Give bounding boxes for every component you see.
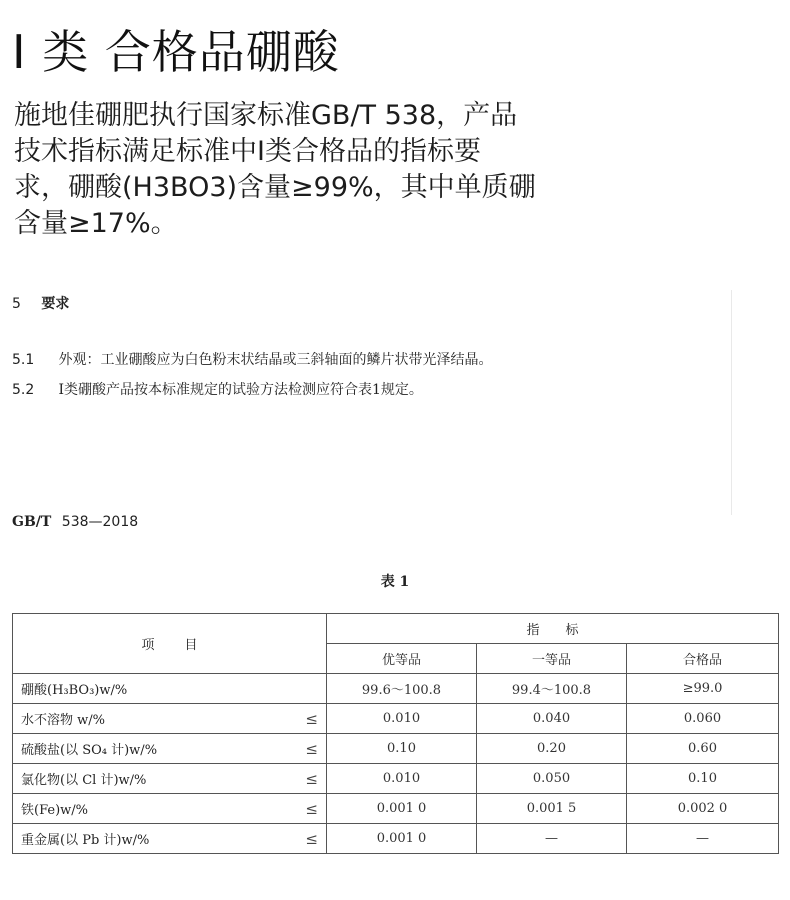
row-item — [13, 734, 327, 764]
table-row — [13, 764, 779, 794]
row-comparator: ≤ — [305, 829, 318, 848]
row-value: — — [627, 824, 779, 854]
row-item — [13, 674, 327, 704]
row-comparator: ≤ — [305, 769, 318, 788]
row-item-label: 硫酸盐(以 SO₄ 计)w/% — [21, 743, 158, 758]
clause-text: 外观：工业硼酸应为白色粉末状结晶或三斜轴面的鳞片状带光泽结晶。 — [58, 352, 493, 368]
headline: I 类 合格品硼酸 — [12, 25, 340, 79]
row-value: 0.060 — [627, 704, 779, 734]
section-number: 5 — [12, 296, 21, 312]
row-item-label: 硼酸(H₃BO₃)w/% — [21, 683, 128, 698]
spec-table — [12, 613, 779, 854]
row-value: 99.4～100.8 — [477, 674, 627, 704]
row-value: 0.002 0 — [627, 794, 779, 824]
grade-first: 一等品 — [477, 644, 627, 674]
row-value: 99.6～100.8 — [327, 674, 477, 704]
table-header-row — [13, 614, 779, 644]
standard-code — [12, 512, 138, 532]
row-item-label: 重金属(以 Pb 计)w/% — [21, 833, 150, 848]
intro-line: 施地佳硼肥执行国家标准GB/T 538，产品 — [14, 100, 518, 131]
clause-number: 5.1 — [12, 352, 35, 368]
row-item — [13, 794, 327, 824]
row-value: 0.010 — [327, 764, 477, 794]
row-value: 0.001 0 — [327, 824, 477, 854]
table-row — [13, 674, 779, 704]
row-item-label: 水不溶物 w/% — [21, 713, 105, 728]
row-value: 0.60 — [627, 734, 779, 764]
row-item — [13, 704, 327, 734]
intro-paragraph — [14, 98, 574, 242]
table-row — [13, 734, 779, 764]
row-comparator: ≤ — [305, 739, 318, 758]
header-item: 项目 — [13, 614, 327, 674]
row-comparator: ≤ — [305, 709, 318, 728]
row-value: 0.10 — [327, 734, 477, 764]
grade-superior: 优等品 — [327, 644, 477, 674]
row-value: 0.001 0 — [327, 794, 477, 824]
clause-text: Ⅰ类硼酸产品按本标准规定的试验方法检测应符合表1规定。 — [58, 382, 423, 398]
row-value: ≥99.0 — [627, 674, 779, 704]
intro-line: 求，硼酸(H3BO3)含量≥99%，其中单质硼 — [14, 172, 536, 203]
grade-qualified: 合格品 — [627, 644, 779, 674]
row-value: 0.10 — [627, 764, 779, 794]
row-item — [13, 764, 327, 794]
row-comparator: ≤ — [305, 799, 318, 818]
row-value: 0.040 — [477, 704, 627, 734]
row-value: 0.20 — [477, 734, 627, 764]
standard-code-prefix: GB/T — [12, 514, 52, 530]
row-item-label: 氯化物(以 Cl 计)w/% — [21, 773, 147, 788]
table-row — [13, 704, 779, 734]
header-index: 指标 — [327, 614, 779, 644]
row-value: 0.001 5 — [477, 794, 627, 824]
row-item — [13, 824, 327, 854]
clause-number: 5.2 — [12, 382, 35, 398]
section-title: 要求 — [41, 296, 70, 312]
row-value: 0.050 — [477, 764, 627, 794]
standard-code-number: 538—2018 — [61, 514, 139, 530]
row-item-label: 铁(Fe)w/% — [21, 803, 89, 818]
intro-line: 含量≥17%。 — [14, 208, 178, 239]
row-value: — — [477, 824, 627, 854]
clause-5-2 — [12, 380, 423, 400]
table-caption: 表 1 — [380, 574, 410, 590]
table-row — [13, 794, 779, 824]
page-edge-divider — [731, 290, 732, 515]
table-row — [13, 824, 779, 854]
intro-line: 技术指标满足标准中Ⅰ类合格品的指标要 — [14, 136, 481, 167]
section-heading — [12, 294, 69, 314]
row-value: 0.010 — [327, 704, 477, 734]
clause-5-1 — [12, 350, 492, 370]
